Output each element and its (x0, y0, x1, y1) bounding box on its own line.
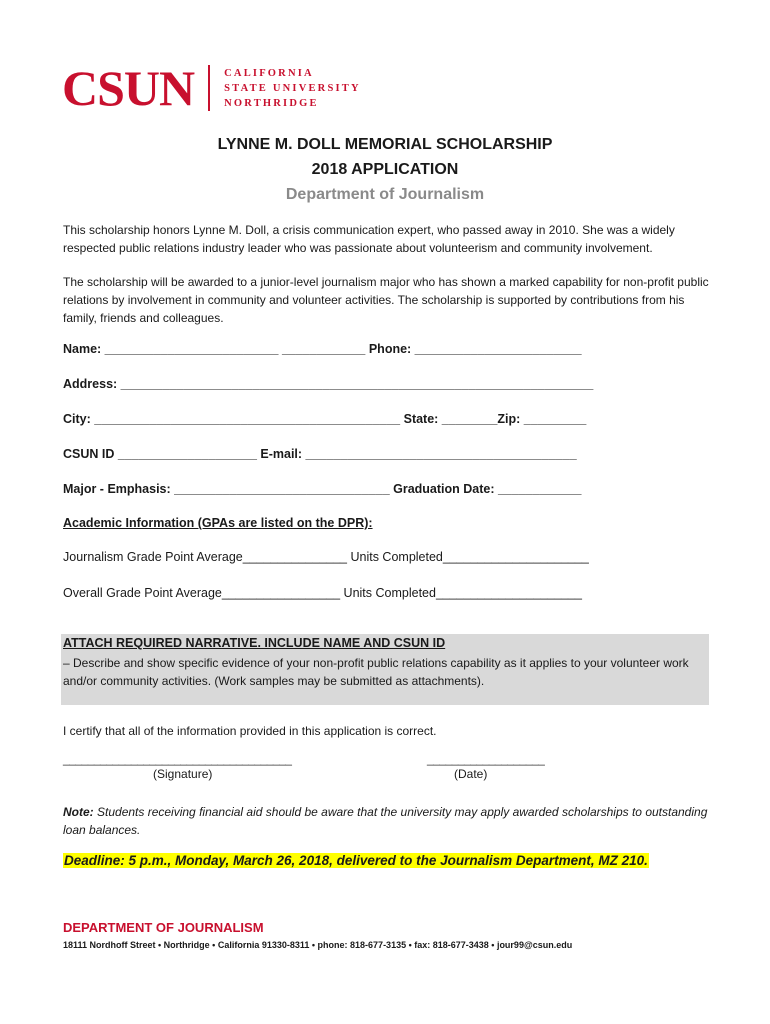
address-field[interactable]: Address: ____________________________________________________________________ (63, 377, 594, 391)
note-text: Students receiving financial aid should be aware that the university may apply awarded scholarships to outstanding loan balances. (63, 805, 708, 837)
financial-aid-note (63, 803, 713, 839)
certification-statement: I certify that all of the information provided in this application is correct. (63, 724, 437, 738)
footer-department-title: DEPARTMENT OF JOURNALISM (63, 920, 264, 935)
narrative-box (61, 634, 709, 705)
signature-line[interactable]: _____________________________________ (63, 752, 292, 766)
city-state-zip-field[interactable]: City: ____________________________________________ State: ________Zip: _________ (63, 412, 587, 426)
csun-id-email-field[interactable]: CSUN ID ____________________ E-mail: _______________________________________ (63, 447, 577, 461)
journalism-gpa-field[interactable]: Journalism Grade Point Average_______________ Units Completed_____________________ (63, 550, 589, 564)
date-label: (Date) (454, 767, 488, 781)
footer-contact-info: 18111 Nordhoff Street • Northridge • California 91330-8311 • phone: 818-677-3135 • fax: 818-677-3438 • jour99@csun.edu (63, 940, 573, 950)
logo-line-3: NORTHRIDGE (224, 97, 319, 109)
logo-line-2: STATE UNIVERSITY (224, 82, 361, 94)
signature-label: (Signature) (153, 767, 213, 781)
logo-line-1: CALIFORNIA (224, 67, 314, 79)
document-year-title: 2018 APPLICATION (311, 161, 459, 178)
department-subtitle: Department of Journalism (285, 186, 485, 203)
date-line[interactable]: ___________________ (427, 752, 545, 766)
overall-gpa-field[interactable]: Overall Grade Point Average_________________ Units Completed_____________________ (63, 586, 582, 600)
csun-logo (62, 60, 361, 116)
document-title: LYNNE M. DOLL MEMORIAL SCHOLARSHIP (217, 136, 553, 153)
narrative-heading: ATTACH REQUIRED NARRATIVE. INCLUDE NAME AND CSUN ID (63, 636, 446, 650)
logo-divider (208, 65, 210, 111)
note-label: Note: (63, 805, 94, 819)
logo-subtext (224, 66, 361, 111)
intro-paragraph-2: The scholarship will be awarded to a junior-level journalism major who has shown a marked capability for non-profit public relations by involvement in community and volunteer activities. The scholarship is supported by contributions from his family, friends and colleagues. (63, 275, 709, 325)
name-phone-field[interactable]: Name: _________________________ ____________ Phone: ________________________ (63, 342, 582, 356)
intro-paragraph-1: This scholarship honors Lynne M. Doll, a crisis communication expert, who passed away in 2010. She was a widely respected public relations industry leader who was passionate about volunteerism and community involvement. (63, 223, 675, 255)
deadline-notice: Deadline: 5 p.m., Monday, March 26, 2018, delivered to the Journalism Department, MZ 210. (64, 853, 648, 868)
narrative-instructions: – Describe and show specific evidence of your non-profit public relations capability as it applies to your volunteer work and/or community activities. (Work samples may be submitted as attachments). (63, 656, 689, 688)
major-graduation-field[interactable]: Major - Emphasis: _______________________________ Graduation Date: ____________ (63, 482, 582, 496)
logo-wordmark: CSUN (62, 60, 195, 116)
academic-info-heading: Academic Information (GPAs are listed on the DPR): (63, 516, 373, 530)
